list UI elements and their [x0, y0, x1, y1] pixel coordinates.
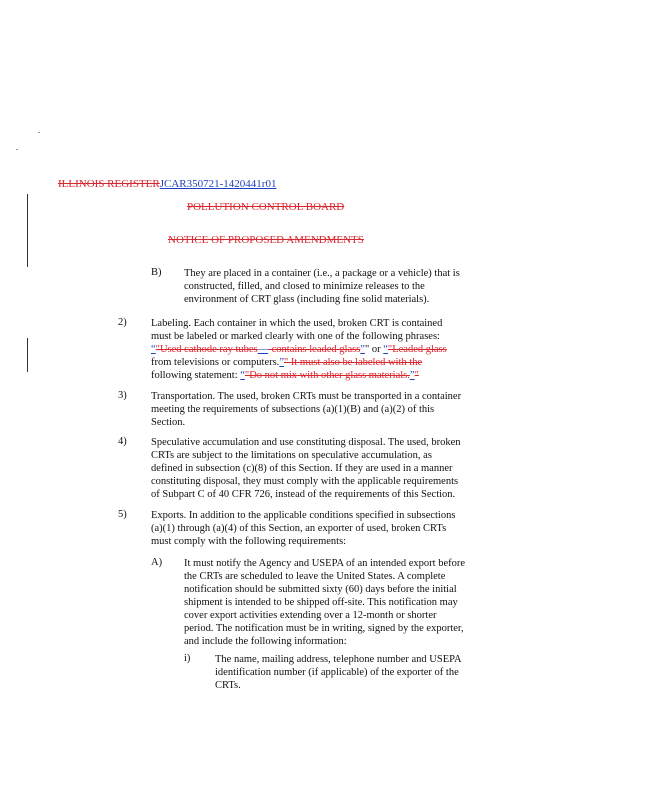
deleted-text: -contains leaded glass [268, 344, 361, 355]
item-number: A) [151, 557, 163, 568]
text-line: identification number (if applicable) of the exporter of the [215, 667, 459, 678]
text-line: of Subpart C of 40 CFR 726, instead of the requirements of this Section. [151, 489, 456, 500]
text-line: meeting the requirements of subsections (a)(1)(B) and (a)(2) of this [151, 404, 435, 415]
deleted-text: " It must also be labeled with the [283, 357, 423, 368]
text-line [151, 356, 447, 369]
paragraph-b [184, 267, 460, 306]
text-line: defined in subsection (c)(8) of this Section. If they are used in a manner [151, 463, 453, 474]
inserted-text: — [257, 344, 269, 355]
inserted-text: “ [383, 344, 388, 355]
text-line [151, 343, 447, 356]
text-line: CRTs are subject to the limitations on speculative accumulation, as [151, 450, 432, 461]
inserted-text: ” [360, 344, 365, 355]
deleted-text: " [414, 370, 419, 381]
item-number: B) [151, 267, 162, 278]
text-span: " or [364, 344, 384, 355]
paragraph-a [184, 557, 465, 648]
margin-mark [38, 132, 40, 133]
item-number: i) [184, 653, 191, 664]
text-line: constituting disposal, they must comply with the applicable requirements [151, 476, 459, 487]
text-line: Exports. In addition to the applicable conditions specified in subsections [151, 510, 456, 521]
change-bar [27, 338, 28, 372]
text-line: Speculative accumulation and use constituting disposal. The used, broken [151, 437, 461, 448]
text-line: Section. [151, 417, 186, 428]
text-line: It must notify the Agency and USEPA of an intended export before [184, 558, 466, 569]
paragraph-2 [151, 317, 447, 382]
text-line: environment of CRT glass (including fine solid materials). [184, 294, 430, 305]
text-line: must comply with the following requirements: [151, 536, 347, 547]
register-id-inserted: JCAR350721-1420441r01 [159, 178, 277, 190]
paragraph-4 [151, 436, 461, 501]
text-line: period. The notification must be in writing, signed by the exporter, [184, 623, 464, 634]
text-line: The name, mailing address, telephone number and USEPA [215, 654, 462, 665]
inserted-text: ” [409, 370, 415, 381]
item-number: 4) [118, 436, 127, 447]
text-span: from televisions or computers. [151, 357, 280, 368]
running-header [58, 178, 276, 190]
register-title-deleted: ILLINOIS REGISTER [58, 178, 160, 190]
text-line: shipment is intended to be shipped off-site. This notification may [184, 597, 458, 608]
notice-title: NOTICE OF PROPOSED AMENDMENTS [168, 234, 364, 246]
text-line: CRTs. [215, 680, 241, 691]
margin-mark [16, 149, 18, 150]
deleted-text: "Used cathode ray tubes [155, 344, 258, 355]
text-line: and include the following information: [184, 636, 347, 647]
text-line: (a)(1) through (a)(4) of this Section, an exporter of used, broken CRTs [151, 523, 447, 534]
text-line: constructed, filled, and closed to minimize releases to the [184, 281, 425, 292]
inserted-text: “ [151, 344, 156, 355]
deleted-text: "Leaded glass [387, 344, 447, 355]
inserted-text: ” [279, 357, 284, 368]
item-number: 2) [118, 317, 127, 328]
item-number: 5) [118, 509, 127, 520]
paragraph-3 [151, 390, 461, 429]
text-span: following statement: [151, 370, 241, 381]
board-title: POLLUTION CONTROL BOARD [187, 201, 345, 213]
text-line: Transportation. The used, broken CRTs must be transported in a container [151, 391, 462, 402]
text-line: They are placed in a container (i.e., a package or a vehicle) that is [184, 268, 460, 279]
paragraph-i [215, 653, 462, 692]
item-number: 3) [118, 390, 127, 401]
text-line [151, 369, 447, 382]
deleted-text: "Do not mix with other glass materials. [244, 370, 410, 381]
text-line: Labeling. Each container in which the used, broken CRT is contained [151, 318, 443, 329]
inserted-text: “ [240, 370, 245, 381]
text-line: must be labeled or marked clearly with one of the following phrases: [151, 331, 440, 342]
text-line: the CRTs are scheduled to leave the United States. A complete [184, 571, 446, 582]
text-line: notification should be submitted sixty (60) days before the initial [184, 584, 457, 595]
paragraph-5 [151, 509, 455, 548]
change-bar [27, 194, 28, 267]
text-line: cover export activities extending over a 12-month or shorter [184, 610, 437, 621]
